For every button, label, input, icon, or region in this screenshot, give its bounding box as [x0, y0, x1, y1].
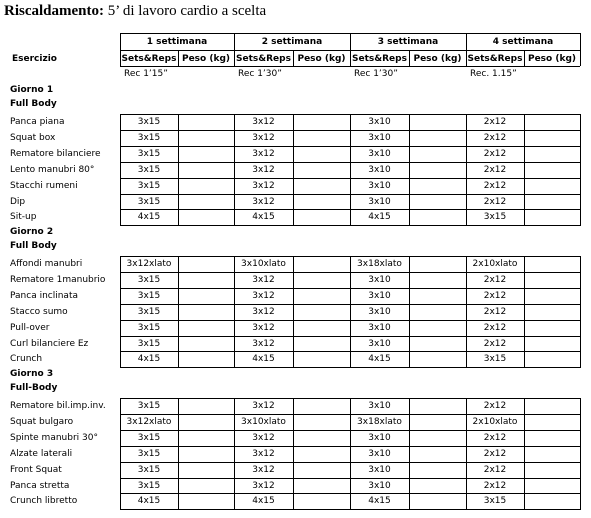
sets-reps-cell: 4x15	[252, 496, 275, 506]
sets-reps-cell: 4x15	[368, 496, 391, 506]
sets-reps-cell: 3x10	[368, 133, 391, 143]
subcolumn-line	[178, 256, 179, 368]
sets-reps-cell: 4x15	[252, 212, 275, 222]
sets-reps-header-3: Sets&Reps	[352, 54, 407, 64]
sets-reps-cell: 3x10xlato	[241, 417, 286, 427]
sets-reps-cell: 3x15	[137, 275, 161, 285]
day-title-2: Giorno 2	[10, 227, 54, 237]
sets-reps-cell: 3x15	[483, 496, 507, 506]
weight-header-4: Peso (kg)	[527, 54, 577, 64]
exercise-name: Rematore 1manubrio	[10, 275, 106, 285]
header-column-line	[350, 33, 351, 66]
sets-reps-cell: 3x15	[137, 307, 161, 317]
sets-reps-cell: 3x15	[137, 465, 161, 475]
sets-reps-cell: 3x12	[252, 465, 275, 475]
sets-reps-cell: 3x10	[368, 323, 391, 333]
sets-reps-cell: 3x10	[368, 307, 391, 317]
sets-reps-cell: 3x12	[252, 149, 275, 159]
exercise-name: Squat box	[10, 133, 56, 143]
sets-reps-cell: 2x12	[483, 449, 507, 459]
day-subtitle-2: Full Body	[10, 241, 57, 251]
sets-reps-cell: 3x15	[483, 354, 507, 364]
sets-reps-cell: 4x15	[137, 212, 161, 222]
exercise-name: Pull-over	[10, 323, 50, 333]
header-column-line	[580, 33, 581, 66]
column-line	[580, 256, 581, 368]
sets-reps-cell: 3x10	[368, 149, 391, 159]
sets-reps-cell: 3x10	[368, 165, 391, 175]
sets-reps-header-1: Sets&Reps	[121, 54, 177, 64]
sets-reps-cell: 3x12	[252, 117, 275, 127]
exercise-name: Crunch	[10, 354, 43, 364]
sets-reps-cell: 3x12	[252, 433, 275, 443]
sets-reps-cell: 2x12	[483, 307, 507, 317]
sets-reps-cell: 3x12	[252, 401, 275, 411]
heading-text: 5’ di lavoro cardio a scelta	[104, 3, 267, 19]
sets-reps-cell: 3x15	[137, 449, 161, 459]
heading-bold: Riscaldamento:	[4, 3, 104, 19]
sets-reps-cell: 4x15	[368, 354, 391, 364]
exercise-name: Squat bulgaro	[10, 417, 74, 427]
subcolumn-line	[293, 398, 294, 510]
sets-reps-cell: 2x12	[483, 165, 507, 175]
sets-reps-cell: 3x10	[368, 465, 391, 475]
weight-header-2: Peso (kg)	[297, 54, 346, 64]
sets-reps-cell: 2x12	[483, 275, 507, 285]
sets-reps-cell: 3x10	[368, 291, 391, 301]
sets-reps-cell: 3x12	[252, 133, 275, 143]
exercise-name: Panca inclinata	[10, 291, 78, 301]
subcolumn-line	[524, 114, 525, 226]
sets-reps-cell: 3x15	[137, 181, 161, 191]
week-header-1: 1 settimana	[146, 37, 208, 47]
header-subcolumn-line	[409, 50, 410, 66]
sets-reps-cell: 3x15	[137, 323, 161, 333]
subcolumn-line	[409, 114, 410, 226]
sets-reps-header-2: Sets&Reps	[236, 54, 291, 64]
exercise-name: Rematore bilanciere	[10, 149, 101, 159]
exercise-name: Crunch libretto	[10, 496, 78, 506]
sets-reps-cell: 3x12	[252, 165, 275, 175]
exercise-name: Spinte manubri 30°	[10, 433, 98, 443]
exercise-name: Stacco sumo	[10, 307, 68, 317]
sets-reps-cell: 3x15	[137, 481, 161, 491]
sets-reps-cell: 2x12	[483, 465, 507, 475]
exercise-name: Panca piana	[10, 117, 65, 127]
day-subtitle-1: Full Body	[10, 99, 57, 109]
column-line	[580, 114, 581, 226]
sets-reps-cell: 2x12	[483, 291, 507, 301]
sets-reps-cell: 3x12xlato	[126, 259, 172, 269]
sets-reps-cell: 2x12	[483, 339, 507, 349]
sets-reps-cell: 3x12	[252, 181, 275, 191]
sets-reps-cell: 3x12	[252, 449, 275, 459]
sets-reps-cell: 3x10	[368, 449, 391, 459]
subcolumn-line	[178, 398, 179, 510]
subcolumn-line	[409, 256, 410, 368]
exercise-name: Rematore bil.imp.inv.	[10, 401, 106, 411]
sets-reps-cell: 4x15	[137, 354, 161, 364]
header-bottom-border	[120, 66, 580, 67]
sets-reps-cell: 3x12	[252, 197, 275, 207]
sets-reps-cell: 2x12	[483, 433, 507, 443]
recovery-4: Rec. 1.15”	[470, 69, 517, 79]
sets-reps-cell: 2x12	[483, 323, 507, 333]
sets-reps-cell: 2x12	[483, 481, 507, 491]
sets-reps-cell: 3x10	[368, 339, 391, 349]
sets-reps-cell: 3x12	[252, 291, 275, 301]
sets-reps-cell: 3x15	[137, 197, 161, 207]
sets-reps-cell: 3x10	[368, 401, 391, 411]
sets-reps-cell: 3x18xlato	[357, 417, 402, 427]
weight-header-1: Peso (kg)	[181, 54, 231, 64]
week-header-3: 3 settimana	[377, 37, 439, 47]
subcolumn-line	[293, 114, 294, 226]
exercise-name: Alzate laterali	[10, 449, 73, 459]
subcolumn-line	[409, 398, 410, 510]
exercise-name: Front Squat	[10, 465, 62, 475]
header-column-line	[466, 33, 467, 66]
week-header-2: 2 settimana	[261, 37, 323, 47]
sets-reps-cell: 3x15	[137, 291, 161, 301]
exercise-name: Panca stretta	[10, 481, 70, 491]
sets-reps-cell: 2x12	[483, 181, 507, 191]
exercise-name: Curl bilanciere Ez	[10, 339, 89, 349]
sets-reps-cell: 2x10xlato	[472, 417, 518, 427]
exercise-name: Lento manubri 80°	[10, 165, 95, 175]
sets-reps-cell: 3x12	[252, 323, 275, 333]
sets-reps-cell: 3x15	[483, 212, 507, 222]
weight-header-3: Peso (kg)	[413, 54, 462, 64]
sets-reps-cell: 4x15	[137, 496, 161, 506]
week-header-4: 4 settimana	[492, 37, 554, 47]
day-title-1: Giorno 1	[10, 85, 54, 95]
sets-reps-cell: 3x10	[368, 117, 391, 127]
sets-reps-cell: 4x15	[252, 354, 275, 364]
exercise-name: Affondi manubri	[10, 259, 83, 269]
recovery-1: Rec 1’15”	[124, 69, 168, 79]
sets-reps-cell: 3x12	[252, 307, 275, 317]
sets-reps-cell: 3x12	[252, 481, 275, 491]
sets-reps-cell: 2x12	[483, 117, 507, 127]
header-subcolumn-line	[524, 50, 525, 66]
sets-reps-cell: 2x12	[483, 133, 507, 143]
page-heading	[4, 3, 266, 20]
sets-reps-cell: 3x15	[137, 401, 161, 411]
sets-reps-cell: 3x15	[137, 133, 161, 143]
header-subcolumn-line	[178, 50, 179, 66]
sets-reps-cell: 2x12	[483, 149, 507, 159]
sets-reps-cell: 3x18xlato	[357, 259, 402, 269]
column-line	[580, 398, 581, 510]
header-column-line	[234, 33, 235, 66]
recovery-2: Rec 1’30”	[238, 69, 282, 79]
exercise-name: Dip	[10, 197, 26, 207]
subcolumn-line	[524, 256, 525, 368]
sets-reps-cell: 3x10	[368, 197, 391, 207]
sets-reps-cell: 3x12	[252, 275, 275, 285]
sets-reps-cell: 2x12	[483, 197, 507, 207]
subcolumn-line	[178, 114, 179, 226]
sets-reps-cell: 3x10	[368, 433, 391, 443]
sets-reps-cell: 3x15	[137, 339, 161, 349]
header-column-line	[120, 33, 121, 66]
sets-reps-cell: 3x10	[368, 481, 391, 491]
sets-reps-cell: 3x12	[252, 339, 275, 349]
exercise-name: Stacchi rumeni	[10, 181, 78, 191]
sets-reps-header-4: Sets&Reps	[467, 54, 523, 64]
sets-reps-cell: 4x15	[368, 212, 391, 222]
sets-reps-cell: 3x15	[137, 433, 161, 443]
exercise-name: Sit-up	[10, 212, 37, 222]
subcolumn-line	[293, 256, 294, 368]
recovery-3: Rec 1’30”	[354, 69, 398, 79]
subcolumn-line	[524, 398, 525, 510]
day-title-3: Giorno 3	[10, 369, 54, 379]
sets-reps-cell: 3x12xlato	[126, 417, 172, 427]
sets-reps-cell: 3x10xlato	[241, 259, 286, 269]
sets-reps-cell: 2x10xlato	[472, 259, 518, 269]
sets-reps-cell: 3x10	[368, 181, 391, 191]
sets-reps-cell: 3x15	[137, 165, 161, 175]
sets-reps-cell: 2x12	[483, 401, 507, 411]
sets-reps-cell: 3x15	[137, 117, 161, 127]
exercise-column-header: Esercizio	[12, 54, 57, 64]
sets-reps-cell: 3x15	[137, 149, 161, 159]
header-subcolumn-line	[293, 50, 294, 66]
day-subtitle-3: Full-Body	[10, 383, 58, 393]
sets-reps-cell: 3x10	[368, 275, 391, 285]
